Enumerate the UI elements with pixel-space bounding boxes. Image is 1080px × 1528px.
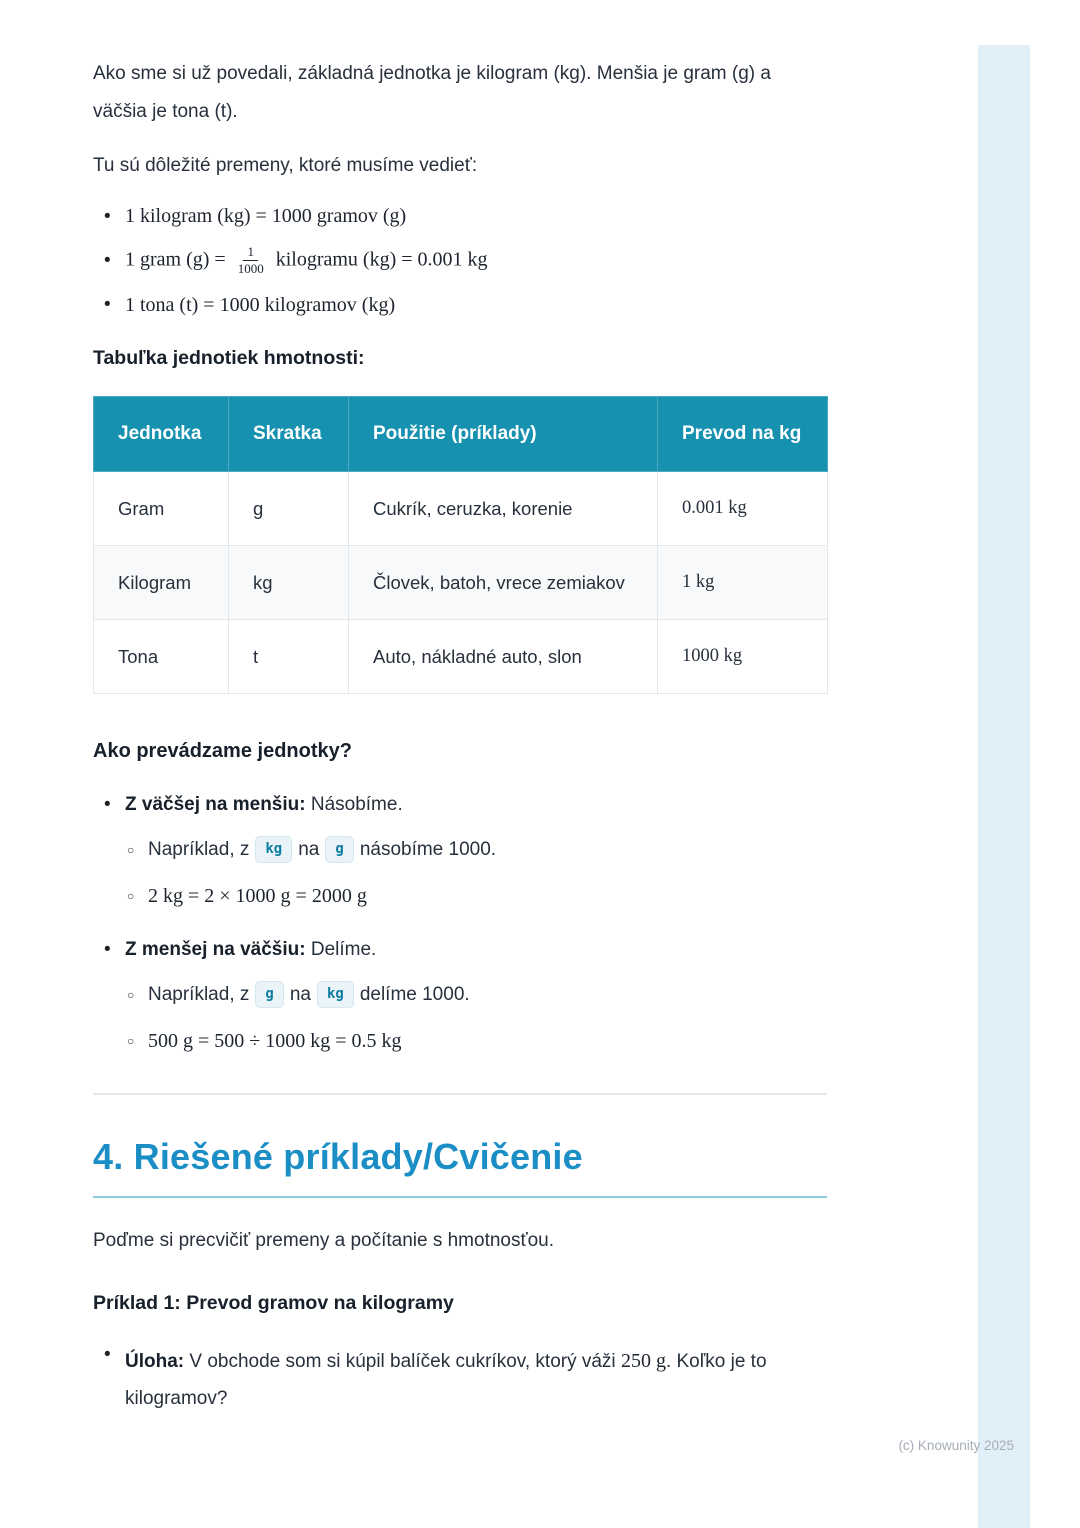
fraction bbox=[236, 244, 266, 278]
bullet-icon: • bbox=[104, 294, 111, 315]
section-heading: 4. Riešené príklady/Cvičenie bbox=[93, 1135, 827, 1198]
table-row bbox=[94, 619, 828, 693]
list-item bbox=[93, 244, 827, 278]
cell-usage: Človek, batoh, vrece zemiakov bbox=[349, 545, 658, 619]
unit-chip-g: g bbox=[325, 836, 353, 863]
cell-conversion: 0.001 kg bbox=[658, 471, 828, 545]
fraction-prefix: 1 gram (g) = bbox=[125, 248, 231, 271]
list-item bbox=[93, 205, 827, 228]
list-item bbox=[93, 789, 827, 908]
sub-list bbox=[125, 834, 827, 908]
cell-abbr: g bbox=[229, 471, 349, 545]
task-text-part: . Koľko je to kilogramov? bbox=[125, 1350, 767, 1409]
cell-unit: Kilogram bbox=[94, 545, 229, 619]
table-row bbox=[94, 545, 828, 619]
task-statement bbox=[125, 1343, 825, 1417]
conversion-g-to-kg bbox=[125, 244, 488, 278]
table-row bbox=[94, 471, 828, 545]
section-intro-paragraph: Poďme si precvičiť premeny a počítanie s hmotnosťou. bbox=[93, 1229, 555, 1251]
sub-list-item bbox=[125, 1030, 827, 1053]
conversion-t-to-kg: 1 tona (t) = 1000 kilogramov (kg) bbox=[125, 293, 396, 316]
circle-bullet-icon: ○ bbox=[127, 889, 135, 903]
example1-heading: Príklad 1: Prevod gramov na kilogramy bbox=[93, 1291, 454, 1314]
intro-paragraph: Ako sme si už povedali, základná jednotka je kilogram (kg). Menšia je gram (g) a väčšia je tona (t). bbox=[93, 63, 771, 122]
table-title: Tabuľka jednotiek hmotnosti: bbox=[93, 346, 365, 369]
unit-chip-kg: kg bbox=[255, 836, 292, 863]
column-header-prevod: Prevod na kg bbox=[658, 396, 828, 471]
bullet-icon: • bbox=[104, 205, 111, 227]
example-math: 2 kg = 2 × 1000 g = 2000 g bbox=[148, 884, 367, 907]
fraction-numerator: 1 bbox=[243, 244, 258, 261]
example-text: násobíme 1000. bbox=[359, 838, 497, 860]
sub-list-item bbox=[125, 834, 827, 866]
circle-bullet-icon: ○ bbox=[127, 987, 135, 1002]
bullet-icon: • bbox=[104, 938, 111, 960]
bullet-icon: • bbox=[104, 793, 111, 815]
example-text: delíme 1000. bbox=[359, 983, 470, 1005]
rule-lead: Z väčšej na menšiu: bbox=[125, 793, 306, 815]
fraction-denominator: 1000 bbox=[237, 261, 264, 277]
circle-bullet-icon: ○ bbox=[127, 842, 135, 857]
circle-bullet-icon: ○ bbox=[127, 1034, 135, 1048]
copyright-watermark: (c) Knowunity 2025 bbox=[898, 1438, 1014, 1453]
rule-rest: Delíme. bbox=[305, 938, 377, 960]
side-highlight-strip bbox=[978, 45, 1030, 1528]
task-text-part: V obchode som si kúpil balíček cukríkov, ktorý váži bbox=[184, 1350, 621, 1372]
rule-big-to-small bbox=[125, 789, 403, 821]
list-item bbox=[93, 1343, 827, 1417]
unit-chip-kg: kg bbox=[317, 981, 354, 1008]
example-math: 500 g = 500 ÷ 1000 kg = 0.5 kg bbox=[148, 1029, 402, 1052]
task-list bbox=[93, 1343, 827, 1417]
sub-list bbox=[125, 979, 827, 1053]
bullet-icon: • bbox=[104, 249, 111, 271]
example-text: na bbox=[298, 838, 320, 860]
list-item bbox=[93, 934, 827, 1053]
fraction-suffix: kilogramu (kg) = 0.001 kg bbox=[270, 248, 488, 271]
cell-usage: Auto, nákladné auto, slon bbox=[349, 619, 658, 693]
column-header-skratka: Skratka bbox=[229, 396, 349, 471]
cell-conversion: 1 kg bbox=[658, 545, 828, 619]
cell-usage: Cukrík, ceruzka, korenie bbox=[349, 471, 658, 545]
rule-rest: Násobíme. bbox=[305, 793, 403, 815]
cell-unit: Gram bbox=[94, 471, 229, 545]
example-sentence bbox=[148, 834, 496, 866]
sub-list-item bbox=[125, 979, 827, 1011]
unit-chip-g: g bbox=[255, 981, 283, 1008]
list-item bbox=[93, 294, 827, 317]
column-header-pouzitie: Použitie (príklady) bbox=[349, 396, 658, 471]
conversions-intro-paragraph: Tu sú dôležité premeny, ktoré musíme vedieť: bbox=[93, 155, 478, 176]
bullet-icon: • bbox=[104, 1343, 111, 1365]
cell-abbr: t bbox=[229, 619, 349, 693]
task-lead: Úloha: bbox=[125, 1350, 185, 1372]
table-header-row bbox=[94, 396, 828, 471]
how-convert-heading: Ako prevádzame jednotky? bbox=[93, 739, 352, 762]
document-content bbox=[93, 0, 827, 1417]
example-text: Napríklad, z bbox=[148, 838, 250, 860]
conversion-kg-to-g: 1 kilogram (kg) = 1000 gramov (g) bbox=[125, 205, 407, 227]
example-text: Napríklad, z bbox=[148, 983, 250, 1005]
cell-conversion: 1000 kg bbox=[658, 619, 828, 693]
mass-units-table bbox=[93, 396, 828, 694]
task-math-value: 250 g bbox=[620, 1349, 666, 1372]
sub-list-item bbox=[125, 885, 827, 908]
cell-unit: Tona bbox=[94, 619, 229, 693]
rule-lead: Z menšej na väčšiu: bbox=[125, 938, 306, 960]
column-header-jednotka: Jednotka bbox=[94, 396, 229, 471]
conversion-list bbox=[93, 205, 827, 317]
rule-small-to-big bbox=[125, 934, 376, 966]
cell-abbr: kg bbox=[229, 545, 349, 619]
example-sentence bbox=[148, 979, 470, 1011]
conversion-rules-list bbox=[93, 789, 827, 1053]
section-divider bbox=[93, 1093, 827, 1095]
example-text: na bbox=[289, 983, 311, 1005]
